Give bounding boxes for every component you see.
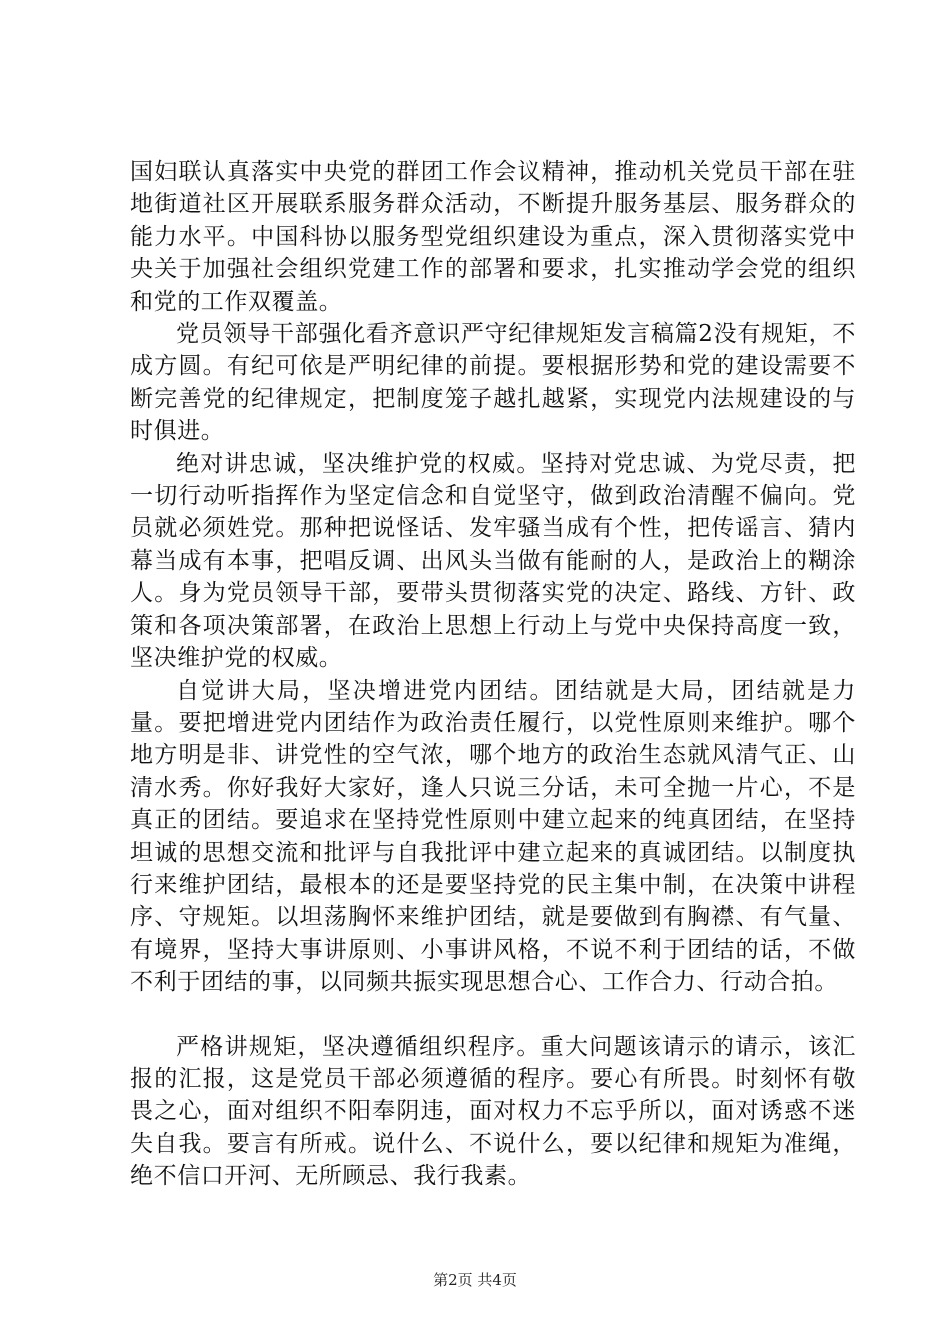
document-body bbox=[130, 156, 856, 1193]
paragraph-speech-title: 党员领导干部强化看齐意识严守纪律规矩发言稿篇2没有规矩，不成方圆。有纪可依是严明纪律的前提。要根据形势和党的建设需要不断完善党的纪律规定，把制度笼子越扎越紧，实现党内法规建设的与时俱进。 bbox=[130, 321, 856, 445]
page-footer: 第2页 共4页 bbox=[433, 1271, 517, 1289]
paragraph-unity: 自觉讲大局，坚决增进党内团结。团结就是大局，团结就是力量。要把增进党内团结作为政治责任履行，以党性原则来维护。哪个地方明是非、讲党性的空气浓，哪个地方的政治生态就风清气正、山清水秀。你好我好大家好，逢人只说三分话，未可全抛一片心，不是真正的团结。要追求在坚持党性原则中建立起来的纯真团结，在坚持坦诚的思想交流和批评与自我批评中建立起来的真诚团结。以制度执行来维护团结，最根本的还是要坚持党的民主集中制，在决策中讲程序、守规矩。以坦荡胸怀来维护团结，就是要做到有胸襟、有气量、有境界，坚持大事讲原则、小事讲风格，不说不利于团结的话，不做不利于团结的事，以同频共振实现思想合心、工作合力、行动合拍。 bbox=[130, 677, 856, 996]
paragraph-rules: 严格讲规矩，坚决遵循组织程序。重大问题该请示的请示，该汇报的汇报，这是党员干部必须遵循的程序。要心有所畏。时刻怀有敬畏之心，面对组织不阳奉阴违，面对权力不忘乎所以，面对诱惑不迷失自我。要言有所戒。说什么、不说什么，要以纪律和规矩为准绳，绝不信口开河、无所顾忌、我行我素。 bbox=[130, 1033, 856, 1190]
paragraph-continued: 国妇联认真落实中央党的群团工作会议精神，推动机关党员干部在驻地街道社区开展联系服务群众活动，不断提升服务基层、服务群众的能力水平。中国科协以服务型党组织建设为重点，深入贯彻落实党中央关于加强社会组织党建工作的部署和要求，扎实推动学会党的组织和党的工作双覆盖。 bbox=[130, 159, 856, 315]
paragraph-loyalty: 绝对讲忠诚，坚决维护党的权威。坚持对党忠诚、为党尽责，把一切行动听指挥作为坚定信念和自觉坚守，做到政治清醒不偏向。党员就必须姓党。那种把说怪话、发牢骚当成有个性，把传谣言、猜内幕当成有本事，把唱反调、出风头当做有能耐的人，是政治上的糊涂人。身为党员领导干部，要带头贯彻落实党的决定、路线、方针、政策和各项决策部署，在政治上思想上行动上与党中央保持高度一致，坚决维护党的权威。 bbox=[130, 450, 856, 672]
